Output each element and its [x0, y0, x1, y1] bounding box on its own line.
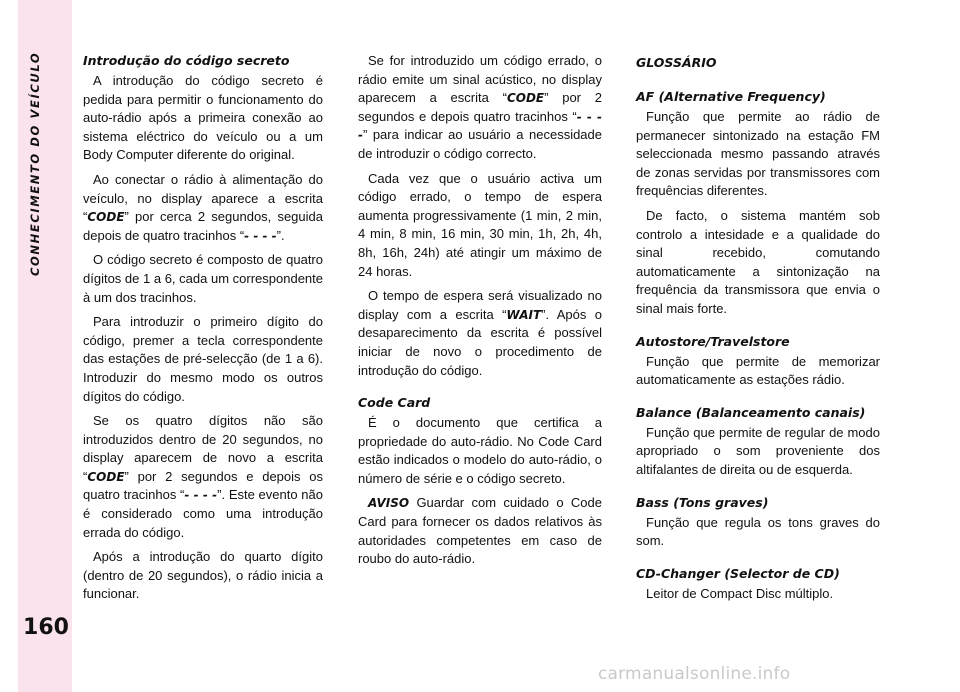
paragraph: Após a introdução do quarto dígito (dentro de 20 segundos), o rádio inicia a funcionar. — [83, 549, 323, 602]
page-number: 160 — [23, 615, 69, 640]
paragraph: Função que permite ao rádio de permanecer sintonizado na estação FM seleccionada mesmo passando através de zonas servidas por transmissores com frequências diferentes. — [636, 109, 880, 199]
dashes-display-text: - - - - — [358, 109, 602, 143]
dashes-display-text: - - - - — [244, 228, 277, 243]
paragraph: Se os quatro dígitos não são introduzidos dentro de 20 segundos, no display aparecem de novo a escrita “CODE” por 2 segundos e depois os quatro tracinhos “- - - -”. Este evento não é considerado como uma introdução errada do código. — [83, 413, 323, 540]
paragraph: Função que regula os tons graves do som. — [636, 514, 880, 549]
heading-bass: Bass (Tons graves) — [636, 494, 769, 510]
paragraph: O código secreto é composto de quatro dígitos de 1 a 6, cada um correspondente à um dos tracinhos. — [83, 252, 323, 305]
code-display-text: CODE — [506, 91, 545, 106]
paragraph: De facto, o sistema mantém sob controlo a intesidade e a qualidade do sinal recebido, comutando automaticamente a sintonização na frequência da transmissora que envia o sinal mais forte. — [636, 207, 880, 316]
heading-secret-code: Introdução do código secreto — [83, 53, 290, 68]
paragraph: É o documento que certifica a propriedade do auto-rádio. No Code Card estão indicados o modelo do auto-rádio, o número de série e o código secreto. — [358, 415, 602, 486]
heading-balance: Balance (Balanceamento canais) — [636, 404, 866, 420]
heading-autostore: Autostore/Travelstore — [636, 333, 790, 349]
section-title: CONHECIMENTO DO VEÍCULO — [28, 52, 42, 277]
paragraph: Ao conectar o rádio à alimentação do veículo, no display aparece a escrita “CODE” por cerca 2 segundos, seguida depois de quatro tracinhos “- - - -”. — [83, 171, 323, 243]
heading-cd-changer: CD-Changer (Selector de CD) — [636, 565, 840, 581]
column-glossary — [636, 52, 880, 609]
wait-display-text: WAIT — [506, 307, 542, 322]
warning-paragraph: AVISO Guardar com cuidado o Code Card para fornecer os dados relativos às autoridades competentes em caso de roubo do auto-rádio. — [358, 495, 602, 567]
column-wrong-code — [358, 52, 602, 575]
paragraph: Função que permite de regular de modo apropriado o som proveniente dos altifalantes de direita ou de esquerda. — [636, 424, 880, 477]
heading-code-card: Code Card — [358, 395, 431, 411]
paragraph: O tempo de espera será visualizado no display com a escrita “WAIT”. Após o desaparecimento da escrita é possível iniciar de novo o procedimento de introdução do código. — [358, 288, 603, 378]
code-display-text: CODE — [87, 210, 125, 225]
paragraph: A introdução do código secreto é pedida para permitir o funcionamento do auto-rádio após a primeira conexão ao sistema eléctrico do veículo ou a um Body Computer diferente do original. — [83, 73, 323, 163]
paragraph: Para introduzir o primeiro dígito do código, premer a tecla correspondente das estações de pré-selecção (de 1 a 6). Introduzir do mesmo modo os outros dígitos do código. — [83, 314, 323, 404]
warning-label: AVISO — [368, 496, 410, 511]
paragraph: Se for introduzido um código errado, o rádio emite um sinal acústico, no display aparecem a escrita “CODE” por 2 segundos e depois quatro tracinhos “- - - -” para indicar ao usuário a necessidade de introduzir o código correcto. — [358, 53, 602, 161]
code-display-text: CODE — [87, 469, 125, 484]
heading-af: AF (Alternative Frequency) — [636, 89, 826, 104]
glossary-title: GLOSSÁRIO — [636, 55, 717, 70]
column-secret-code — [83, 52, 323, 610]
watermark: carmanualsonline.info — [598, 664, 791, 684]
paragraph: Função que permite de memorizar automaticamente as estações rádio. — [636, 353, 880, 388]
dashes-display-text: - - - - — [184, 488, 218, 503]
paragraph: Cada vez que o usuário activa um código errado, o tempo de espera aumenta progressivamente (1 min, 2 min, 4 min, 8 min, 16 min, 30 min, 1h, 2h, 4h, 8h, 16h, 24h) até atingir um máximo de 24 horas. — [358, 170, 602, 279]
paragraph: Leitor de Compact Disc múltiplo. — [646, 585, 834, 601]
